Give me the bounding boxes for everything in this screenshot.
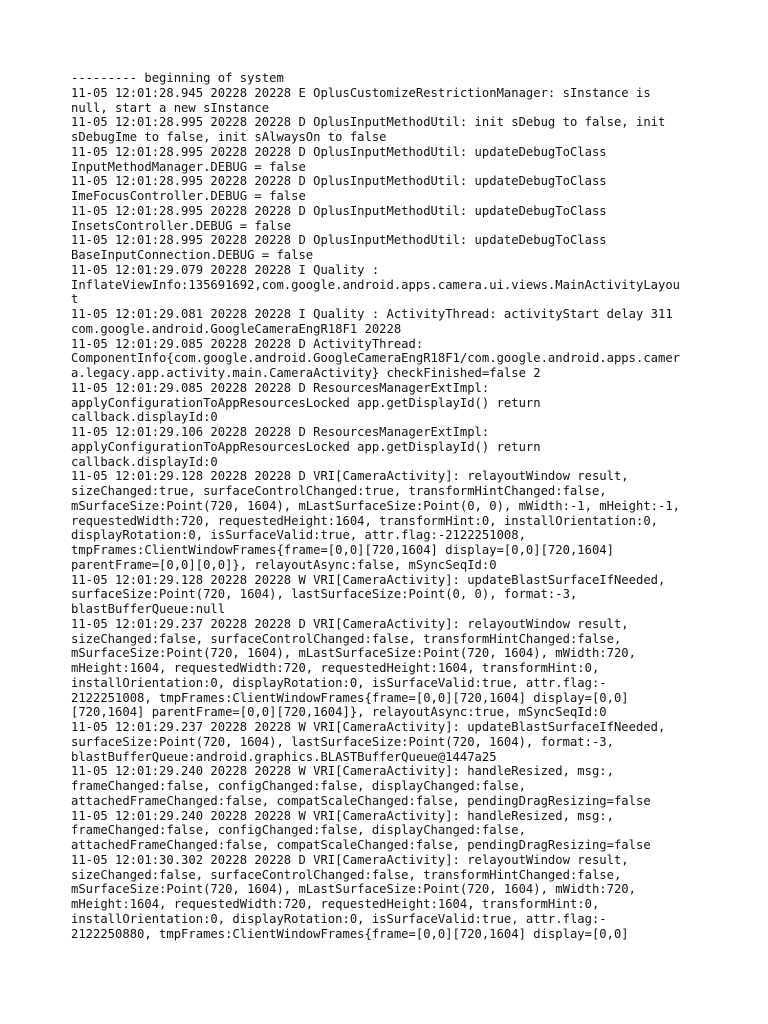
log-line: 11-05 12:01:29.106 20228 20228 D ResourcesManagerExtImpl: (71, 425, 490, 439)
log-line: 11-05 12:01:28.995 20228 20228 D OplusInputMethodUtil: updateDebugToClass (71, 233, 607, 248)
log-line: 11-05 12:01:28.995 20228 20228 D OplusInputMethodUtil: updateDebugToClass (71, 174, 607, 189)
log-line: com.google.android.GoogleCameraEngR18F1 20228 (71, 321, 402, 336)
log-line: 11-05 12:01:28.995 20228 20228 D OplusInputMethodUtil: updateDebugToClass (71, 203, 607, 218)
log-line: callback.displayId:0 (71, 410, 218, 425)
log-line: frameChanged:false, configChanged:false, displayChanged:false, (71, 779, 526, 793)
log-line: attachedFrameChanged:false, compatScaleChanged:false, pendingDragResizing=false (71, 838, 651, 852)
log-line: requestedWidth:720, requestedHeight:1604, transformHint:0, installOrientation:0, (71, 513, 658, 528)
log-line: BaseInputConnection.DEBUG = false (71, 248, 314, 262)
log-line: displayRotation:0, isSurfaceValid:true, attr.flag:-2122251008, (71, 528, 526, 543)
log-line: 11-05 12:01:28.945 20228 20228 E OplusCustomizeRestrictionManager: sInstance is (71, 85, 651, 100)
log-line: t (71, 292, 79, 307)
log-line: 11-05 12:01:29.128 20228 20228 W VRI[CameraActivity]: updateBlastSurfaceIfNeeded, (71, 572, 666, 587)
log-line: installOrientation:0, displayRotation:0, isSurfaceValid:true, attr.flag:- (71, 675, 607, 690)
log-line: surfaceSize:Point(720, 1604), lastSurfaceSize:Point(720, 1604), format:-3, (71, 734, 614, 749)
log-line: sDebugIme to false, init sAlwaysOn to false (71, 130, 387, 144)
log-line: mHeight:1604, requestedWidth:720, requestedHeight:1604, transformHint:0, (71, 897, 600, 911)
document-page (71, 71, 711, 941)
log-line: 11-05 12:01:28.995 20228 20228 D OplusInputMethodUtil: updateDebugToClass (71, 144, 607, 159)
log-line: InputMethodManager.DEBUG = false (71, 159, 306, 174)
log-line: blastBufferQueue:null (71, 602, 226, 616)
log-line: mSurfaceSize:Point(720, 1604), mLastSurfaceSize:Point(720, 1604), mWidth:720, (71, 646, 636, 661)
log-line: 2122250880, tmpFrames:ClientWindowFrames{frame=[0,0][720,1604] display=[0,0] (71, 926, 629, 941)
log-line: ImeFocusController.DEBUG = false (71, 189, 306, 203)
log-text-body (71, 71, 711, 941)
log-line: mHeight:1604, requestedWidth:720, requestedHeight:1604, transformHint:0, (71, 661, 600, 675)
log-line: sizeChanged:false, surfaceControlChanged:false, transformHintChanged:false, (71, 867, 622, 882)
log-line: ComponentInfo{com.google.android.GoogleCameraEngR18F1/com.google.android.apps.camer (71, 351, 681, 366)
log-line: 11-05 12:01:30.302 20228 20228 D VRI[CameraActivity]: relayoutWindow result, (71, 852, 629, 867)
log-line: surfaceSize:Point(720, 1604), lastSurfaceSize:Point(0, 0), format:-3, (71, 587, 578, 602)
log-line: 11-05 12:01:28.995 20228 20228 D OplusInputMethodUtil: init sDebug to false, init (71, 115, 666, 130)
log-line: a.legacy.app.activity.main.CameraActivity} checkFinished=false 2 (71, 366, 541, 380)
log-line: 11-05 12:01:29.237 20228 20228 W VRI[CameraActivity]: updateBlastSurfaceIfNeeded, (71, 720, 666, 734)
log-line: attachedFrameChanged:false, compatScaleChanged:false, pendingDragResizing=false (71, 793, 651, 808)
log-line: frameChanged:false, configChanged:false, displayChanged:false, (71, 823, 526, 838)
log-line: 11-05 12:01:29.240 20228 20228 W VRI[CameraActivity]: handleResized, msg:, (71, 808, 614, 823)
log-line: InflateViewInfo:135691692,com.google.android.apps.camera.ui.views.MainActivityLayou (71, 277, 681, 292)
log-line: applyConfigurationToAppResourcesLocked app.getDisplayId() return (71, 439, 541, 454)
log-line: 2122251008, tmpFrames:ClientWindowFrames{frame=[0,0][720,1604] display=[0,0] (71, 690, 629, 705)
log-line: applyConfigurationToAppResourcesLocked app.getDisplayId() return (71, 395, 541, 410)
log-line: 11-05 12:01:29.237 20228 20228 D VRI[CameraActivity]: relayoutWindow result, (71, 616, 629, 631)
log-line: mSurfaceSize:Point(720, 1604), mLastSurfaceSize:Point(720, 1604), mWidth:720, (71, 882, 636, 897)
log-line: callback.displayId:0 (71, 454, 218, 469)
log-line: 11-05 12:01:29.081 20228 20228 I Quality : ActivityThread: activityStart delay 311 (71, 307, 673, 321)
log-line: 11-05 12:01:29.128 20228 20228 D VRI[CameraActivity]: relayoutWindow result, (71, 469, 629, 484)
log-line: sizeChanged:true, surfaceControlChanged:true, transformHintChanged:false, (71, 484, 607, 498)
log-line: tmpFrames:ClientWindowFrames{frame=[0,0][720,1604] display=[0,0][720,1604] (71, 543, 614, 557)
log-line: mSurfaceSize:Point(720, 1604), mLastSurfaceSize:Point(0, 0), mWidth:-1, mHeight:-1, (71, 498, 681, 513)
log-line: 11-05 12:01:29.085 20228 20228 D ResourcesManagerExtImpl: (71, 380, 490, 395)
log-line: [720,1604] parentFrame=[0,0][720,1604]}, relayoutAsync:true, mSyncSeqId:0 (71, 705, 607, 720)
log-line: parentFrame=[0,0][0,0]}, relayoutAsync:false, mSyncSeqId:0 (71, 557, 497, 572)
log-line: sizeChanged:false, surfaceControlChanged:false, transformHintChanged:false, (71, 631, 622, 646)
log-line: InsetsController.DEBUG = false (71, 218, 292, 233)
log-line: installOrientation:0, displayRotation:0, isSurfaceValid:true, attr.flag:- (71, 911, 607, 926)
log-line: 11-05 12:01:29.240 20228 20228 W VRI[CameraActivity]: handleResized, msg:, (71, 764, 614, 779)
log-line: 11-05 12:01:29.079 20228 20228 I Quality : (71, 262, 380, 277)
log-line: 11-05 12:01:29.085 20228 20228 D ActivityThread: (71, 336, 424, 351)
log-line-separator: --------- beginning of system (71, 71, 284, 85)
log-line: blastBufferQueue:android.graphics.BLASTBufferQueue@1447a25 (71, 749, 497, 764)
log-line: null, start a new sInstance (71, 100, 270, 115)
